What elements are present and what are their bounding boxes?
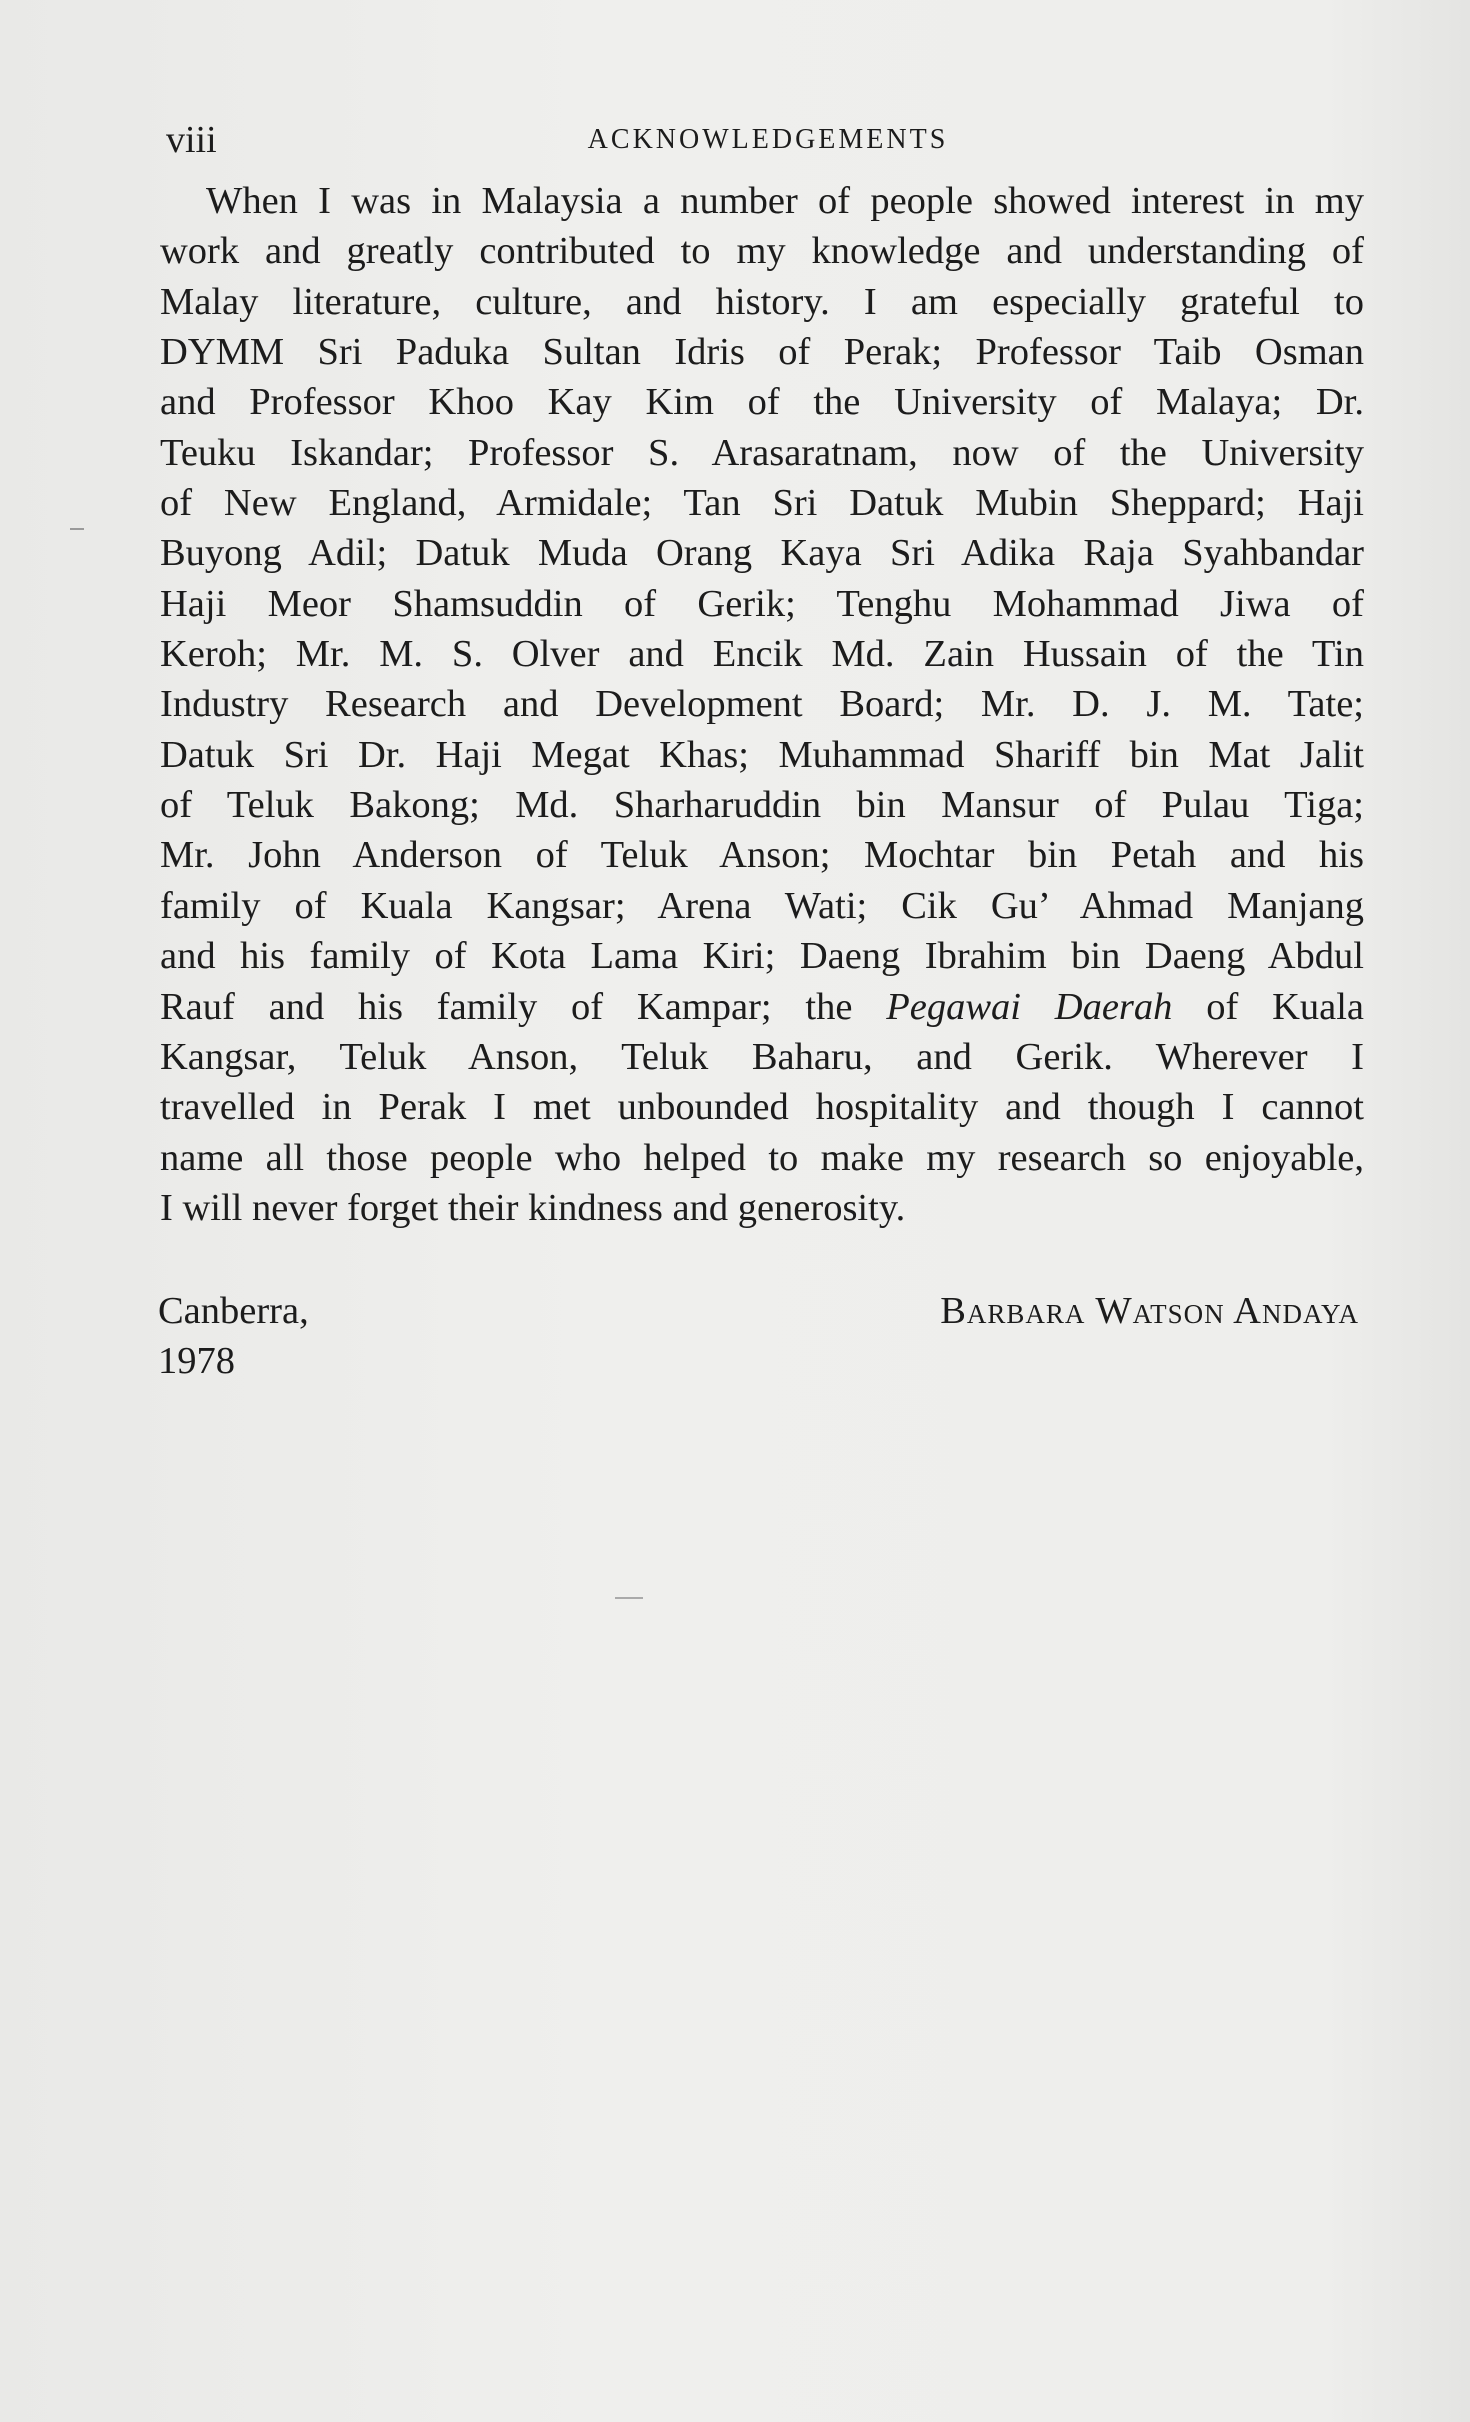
year: 1978 xyxy=(158,1340,235,1382)
scan-mark xyxy=(615,1597,643,1599)
text-line: family of Kuala Kangsar; Arena Wati; Cik Gu’ Ahmad Manjang xyxy=(160,884,1364,927)
text-line: DYMM Sri Paduka Sultan Idris of Perak; Professor Taib Osman xyxy=(160,331,1364,374)
text-segment: of Kuala xyxy=(1172,985,1365,1028)
text-line: work and greatly contributed to my knowledge and understanding of xyxy=(160,230,1364,273)
place-date xyxy=(158,1286,309,1386)
page-number: viii xyxy=(166,119,217,161)
text-line: Datuk Sri Dr. Haji Megat Khas; Muhammad Shariff bin Mat Jalit xyxy=(160,733,1364,776)
text-line xyxy=(160,982,1364,1032)
page-title: ACKNOWLEDGEMENTS xyxy=(587,124,949,155)
text-line: travelled in Perak I met unbounded hospitality and though I cannot xyxy=(160,1086,1364,1129)
italic-term: Pegawai Daerah xyxy=(886,985,1173,1028)
text-line: of Teluk Bakong; Md. Sharharuddin bin Mansur of Pulau Tiga; xyxy=(160,784,1364,827)
text-line: I will never forget their kindness and generosity. xyxy=(160,1186,906,1229)
text-line: of New England, Armidale; Tan Sri Datuk Mubin Sheppard; Haji xyxy=(160,482,1364,525)
text-line: When I was in Malaysia a number of people showed interest in my xyxy=(206,180,1364,222)
text-segment: Rauf and his family of Kampar; the xyxy=(160,985,887,1028)
scan-mark xyxy=(70,528,84,530)
place: Canberra, xyxy=(158,1290,309,1332)
text-line: Buyong Adil; Datuk Muda Orang Kaya Sri Adika Raja Syahbandar xyxy=(160,532,1364,575)
text-line: Mr. John Anderson of Teluk Anson; Mochtar bin Petah and his xyxy=(160,834,1364,877)
text-line: Haji Meor Shamsuddin of Gerik; Tenghu Mohammad Jiwa of xyxy=(160,582,1364,625)
acknowledgements-paragraph xyxy=(160,176,1364,1233)
text-line: and Professor Khoo Kay Kim of the University of Malaya; Dr. xyxy=(160,381,1364,424)
text-line: Malay literature, culture, and history. I am especially grateful to xyxy=(160,280,1364,323)
text-line: and his family of Kota Lama Kiri; Daeng Ibrahim bin Daeng Abdul xyxy=(160,935,1364,978)
text-line: Industry Research and Development Board; Mr. D. J. M. Tate; xyxy=(160,683,1364,726)
text-line: name all those people who helped to make my research so enjoyable, xyxy=(160,1136,1364,1179)
text-line: Teuku Iskandar; Professor S. Arasaratnam, now of the University xyxy=(160,431,1364,474)
author-signature: Barbara Watson Andaya xyxy=(940,1290,1359,1332)
text-line: Kangsar, Teluk Anson, Teluk Baharu, and Gerik. Wherever I xyxy=(160,1035,1364,1078)
text-line: Keroh; Mr. M. S. Olver and Encik Md. Zain Hussain of the Tin xyxy=(160,633,1364,676)
running-header xyxy=(162,118,1374,168)
